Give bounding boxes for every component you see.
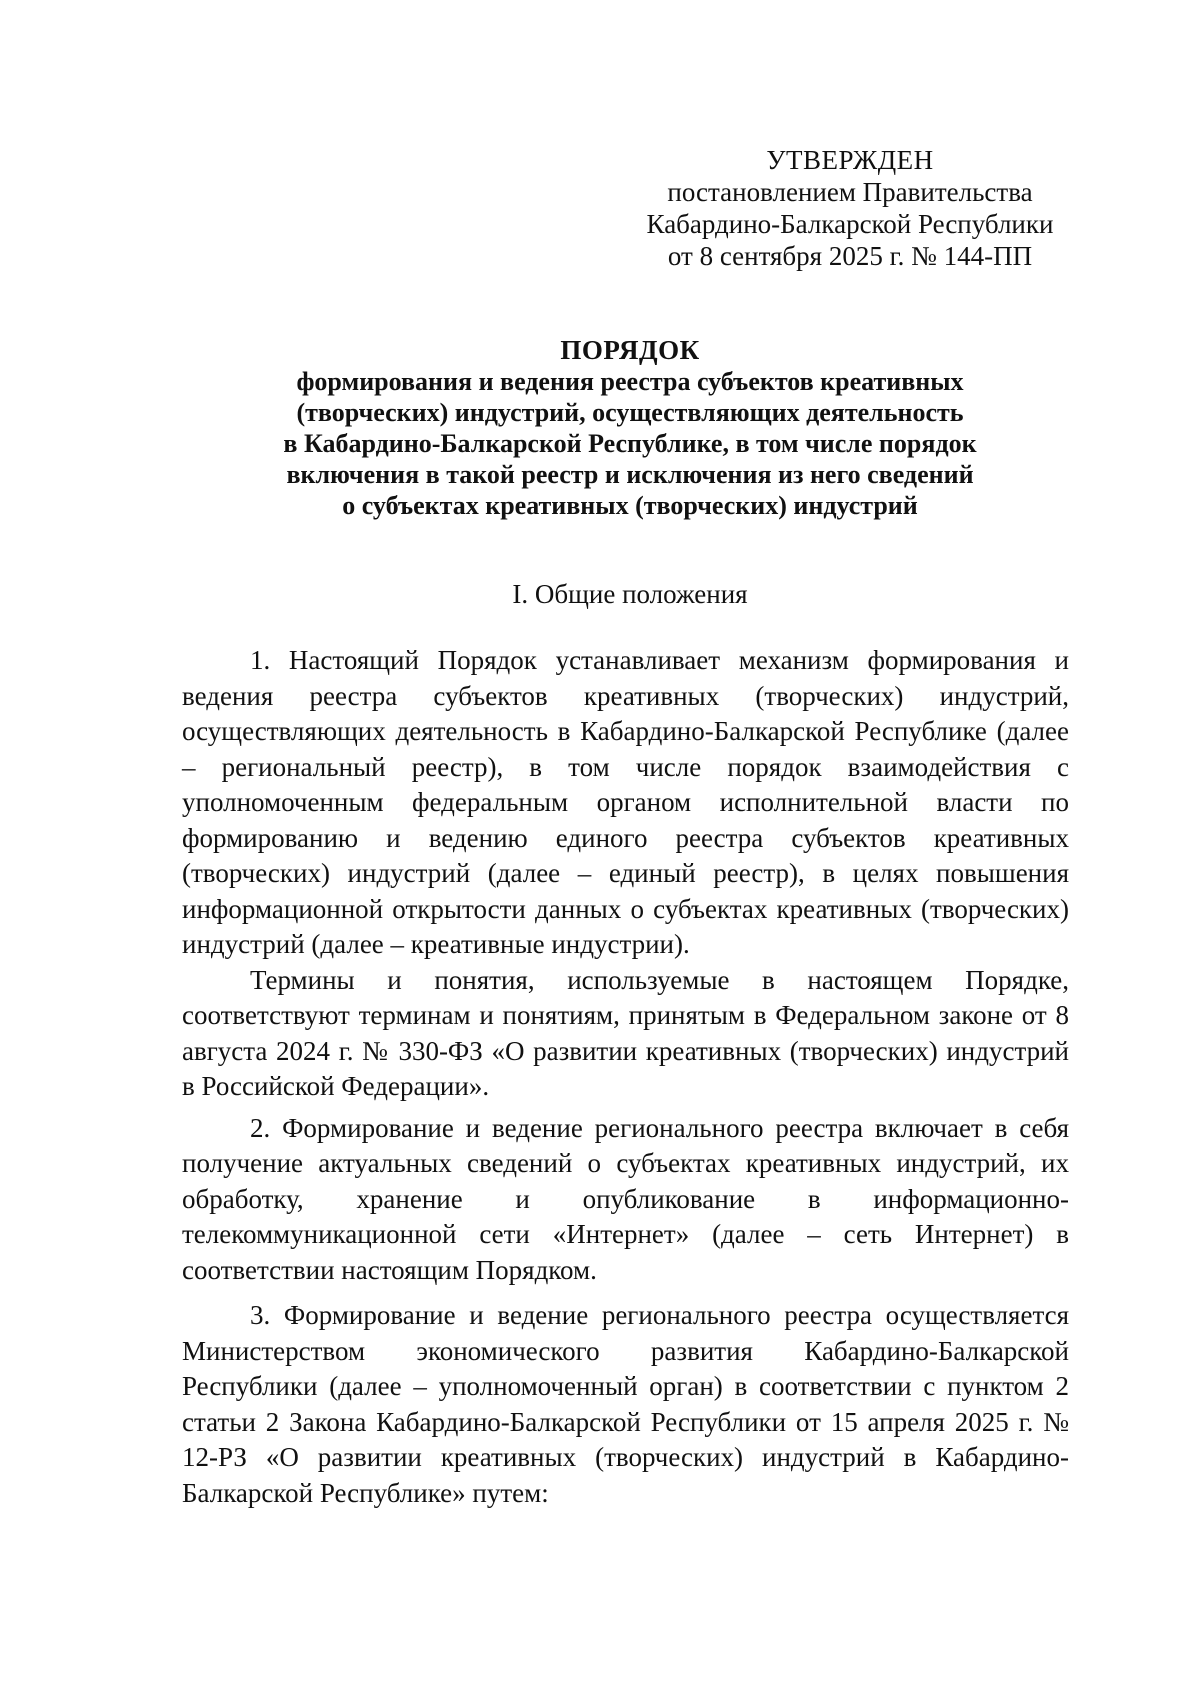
approval-line: от 8 сентября 2025 г. № 144-ПП — [667, 241, 1033, 271]
approval-line: Кабардино-Балкарской Республики — [646, 209, 1054, 239]
title-line: включения в такой реестр и исключения из него сведений — [286, 460, 974, 489]
document-title — [150, 335, 1110, 521]
title-line: о субъектах креативных (творческих) индустрий — [342, 491, 918, 520]
approval-line: постановлением Правительства — [667, 177, 1033, 207]
approval-title: УТВЕРЖДЕН — [766, 145, 934, 175]
paragraph: 3. Формирование и ведение регионального реестра осуществляется Министерством экономического развития Кабардино-Балкарской Республики (далее – уполномоченный орган) в соответствии с пунктом 2 статьи 2 Закона Кабардино-Балкарской Республики от 15 апреля 2025 г. № 12-РЗ «О развитии креативных (творческих) индустрий в Кабардино-Балкарской Республике» путем: — [182, 1300, 1069, 1508]
title-line: в Кабардино-Балкарской Республике, в том числе порядок — [283, 429, 977, 458]
approval-block — [600, 144, 1100, 272]
section-heading: I. Общие положения — [512, 579, 748, 609]
document-heading: ПОРЯДОК — [560, 335, 700, 365]
paragraph: Термины и понятия, используемые в настоящем Порядке, соответствуют терминам и понятиям, принятым в Федеральном законе от 8 августа 2024 г. № 330-ФЗ «О развитии креативных (творческих) индустрий в Российской Федерации». — [182, 964, 1069, 1101]
title-line: (творческих) индустрий, осуществляющих деятельность — [296, 398, 964, 427]
document-body — [182, 643, 1069, 1511]
paragraph: 1. Настоящий Порядок устанавливает механизм формирования и ведения реестра субъектов креативных (творческих) индустрий, осуществляющих деятельность в Кабардино-Балкарской Республике (далее – региональный реестр), в том числе порядок взаимодействия с уполномоченным федеральным органом исполнительной власти по формированию и ведению единого реестра субъектов креативных (творческих) индустрий (далее – единый реестр), в целях повышения информационной открытости данных о субъектах креативных (творческих) индустрий (далее – креативные индустрии). — [182, 645, 1069, 959]
paragraph: 2. Формирование и ведение регионального реестра включает в себя получение актуальных сведений о субъектах креативных индустрий, их обработку, хранение и опубликование в информационно-телекоммуникационной сети «Интернет» (далее – сеть Интернет) в соответствии настоящим Порядком. — [182, 1112, 1069, 1285]
title-line: формирования и ведения реестра субъектов креативных — [296, 367, 964, 396]
